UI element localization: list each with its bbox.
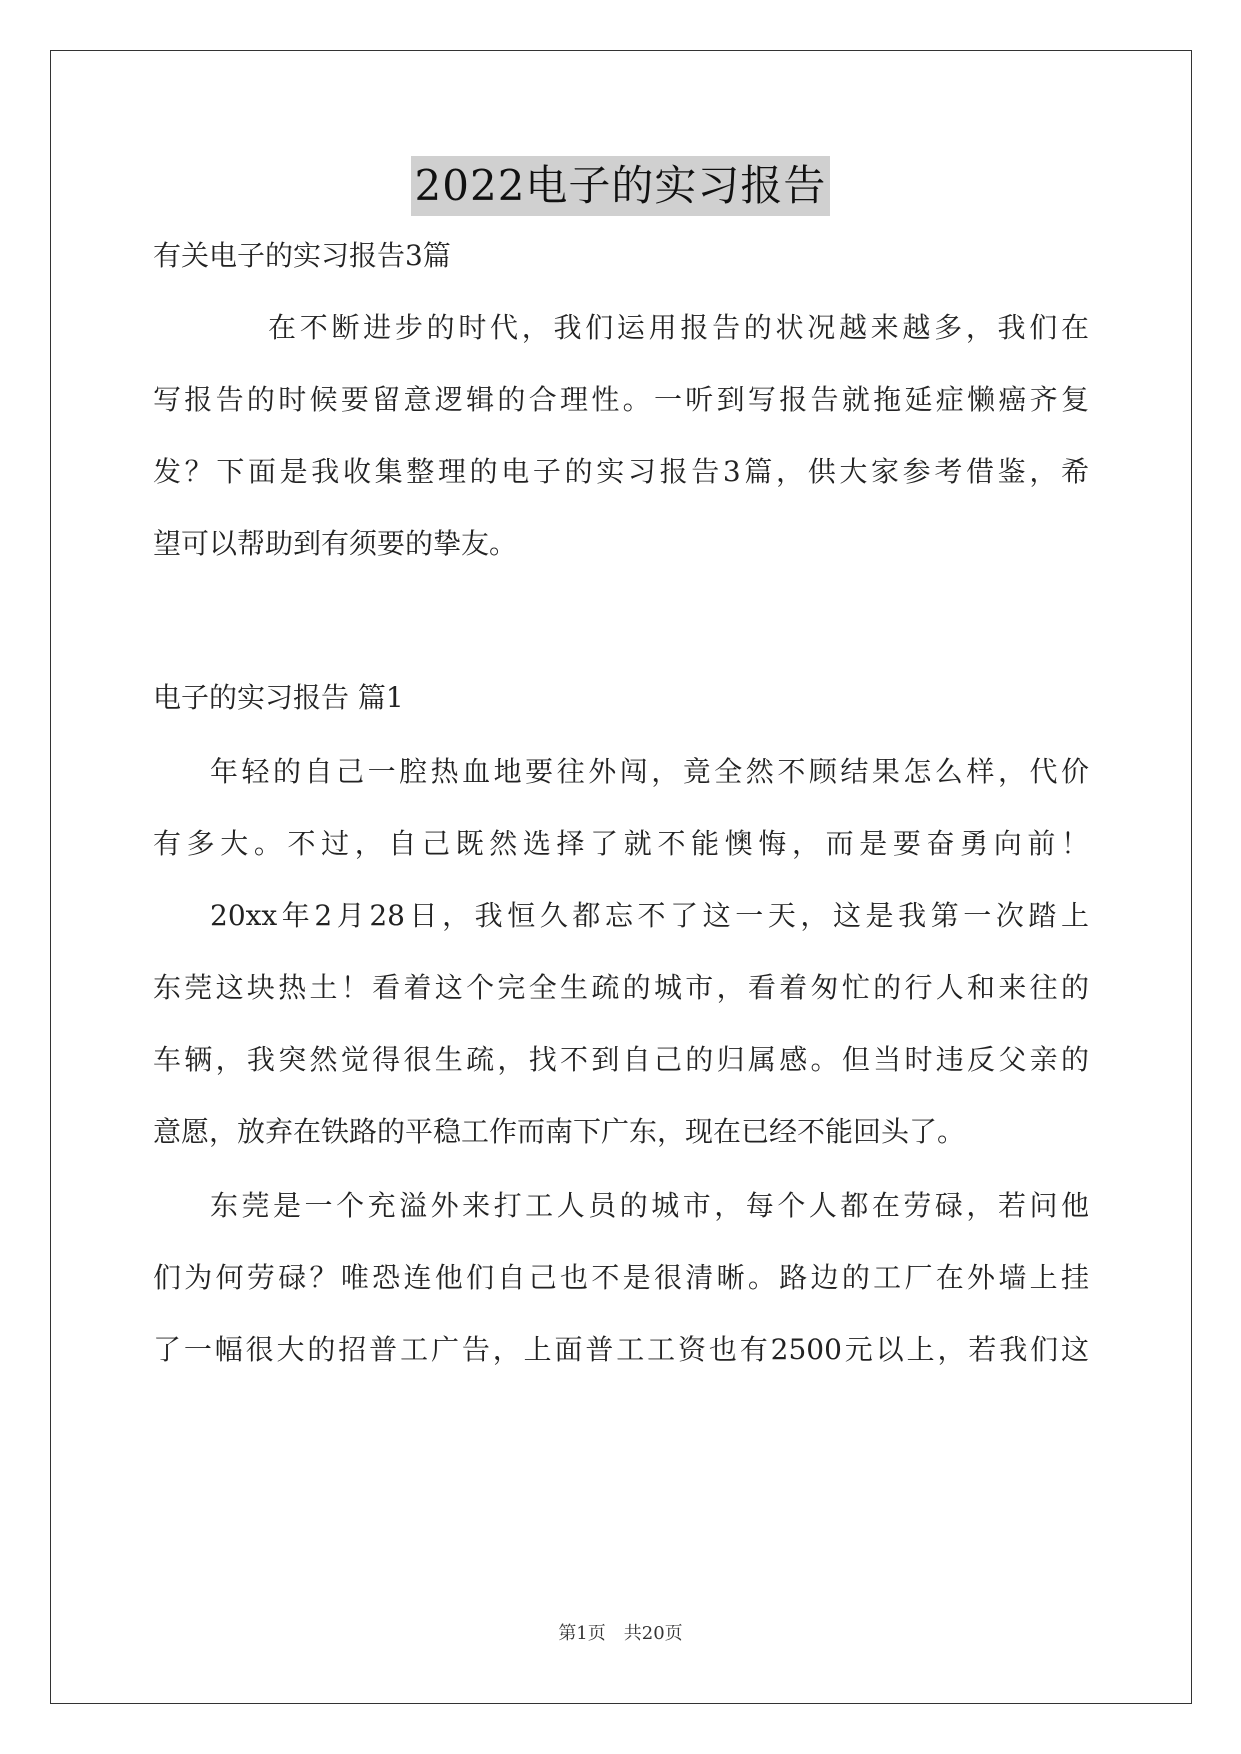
body-line: 了一幅很大的招普工广告，上面普工工资也有2500元以上，若我们这 <box>153 1333 1089 1366</box>
document-subtitle: 有关电子的实习报告3篇 <box>153 239 451 272</box>
document-title: 2022电子的实习报告 <box>411 156 831 216</box>
body-line: 意愿，放弃在铁路的平稳工作而南下广东，现在已经不能回头了。 <box>153 1115 966 1148</box>
title-container <box>0 156 1241 216</box>
body-line: 们为何劳碌？唯恐连他们自己也不是很清晰。路边的工厂在外墙上挂 <box>153 1261 1089 1294</box>
body-line: 车辆，我突然觉得很生疏，找不到自己的归属感。但当时违反父亲的 <box>153 1043 1089 1076</box>
intro-line: 写报告的时候要留意逻辑的合理性。一听到写报告就拖延症懒癌齐复 <box>153 383 1089 416</box>
body-line: 东莞这块热土！看着这个完全生疏的城市，看着匆忙的行人和来往的 <box>153 971 1089 1004</box>
page-footer: 第1页 共20页 <box>558 1623 683 1644</box>
body-line: 东莞是一个充溢外来打工人员的城市，每个人都在劳碌，若问他 <box>210 1189 1089 1222</box>
body-line: 年轻的自己一腔热血地要往外闯，竟全然不顾结果怎么样，代价 <box>210 755 1089 788</box>
intro-line: 望可以帮助到有须要的挚友。 <box>153 527 518 560</box>
page-border <box>50 50 1192 1704</box>
intro-line: 在不断进步的时代，我们运用报告的状况越来越多，我们在 <box>268 311 1089 344</box>
intro-line: 发？下面是我收集整理的电子的实习报告3篇，供大家参考借鉴，希 <box>153 455 1089 488</box>
body-line: 有多大。不过，自己既然选择了就不能懊悔，而是要奋勇向前！ <box>153 827 1089 860</box>
section-heading: 电子的实习报告 篇1 <box>153 681 404 714</box>
body-line: 20xx年2月28日，我恒久都忘不了这一天，这是我第一次踏上 <box>210 899 1089 932</box>
